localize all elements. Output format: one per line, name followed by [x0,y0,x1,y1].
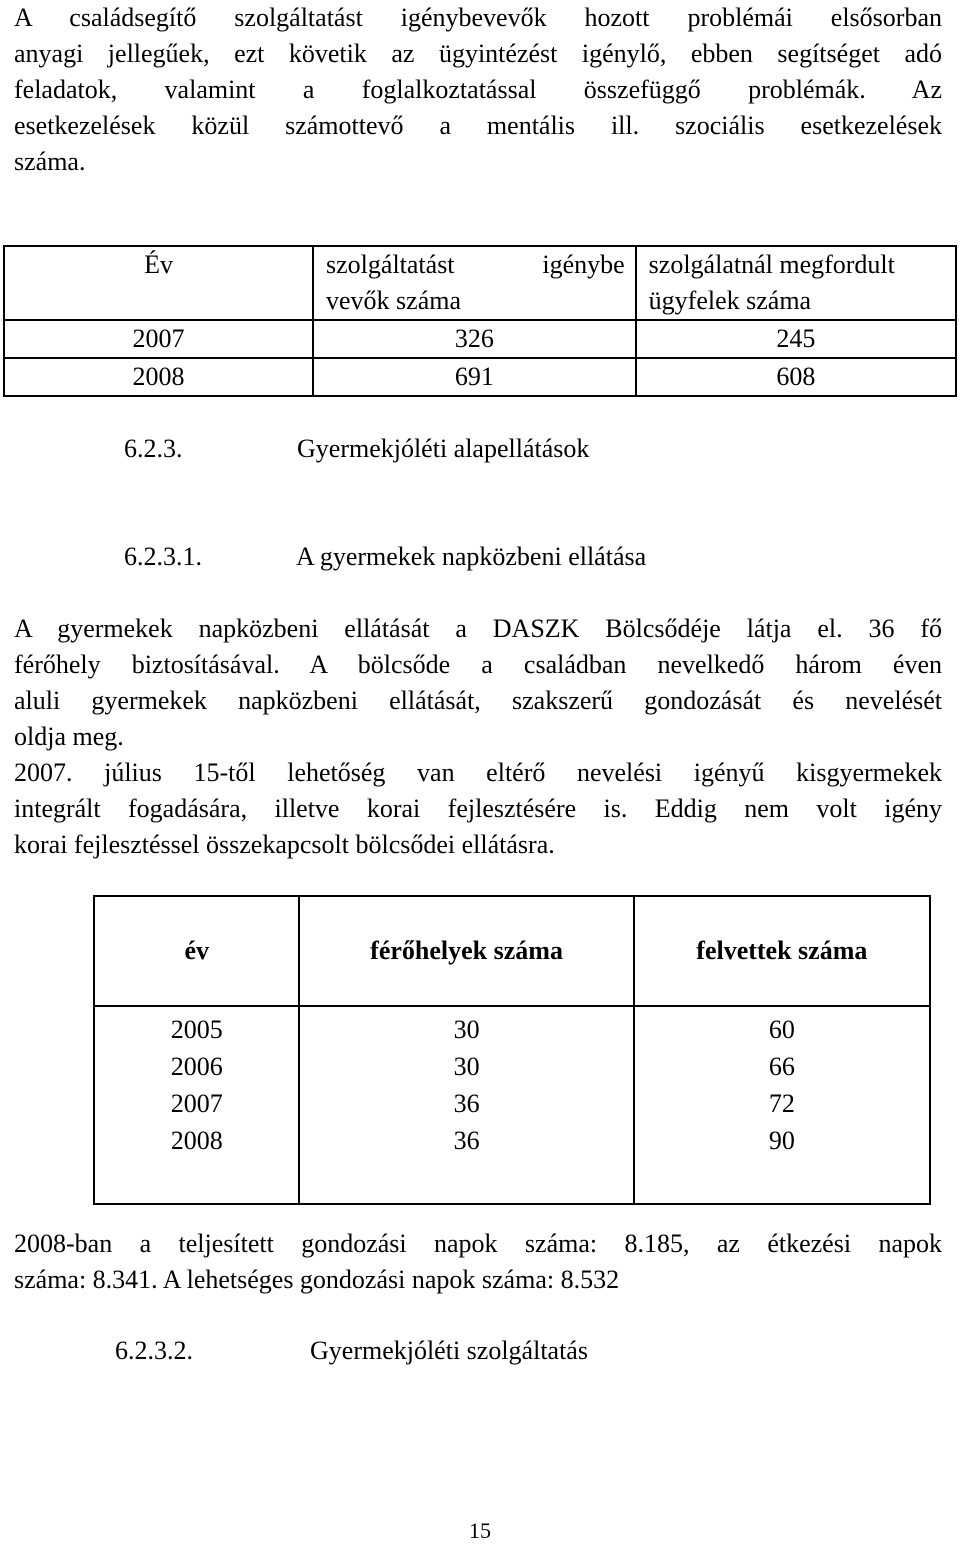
section-heading-6-2-3 [124,431,924,467]
cell-year: 2007 [4,320,313,358]
table-header-row [4,246,956,320]
header-service-users [313,246,636,320]
intro-paragraph [14,0,942,180]
text-line: A családsegítő szolgáltatást igénybevevők hozott problémái elsősorban [14,3,942,32]
cell-users: 326 [313,320,636,358]
cell-year: 2006 [94,1048,299,1085]
text-line: anyagi jellegűek, ezt követik az ügyintézést igénylő, ebben segítséget adó [14,39,942,68]
care-days-paragraph [14,1226,942,1298]
cell-year: 2007 [94,1085,299,1122]
cell-places: 30 [299,1006,633,1048]
header-admitted: felvettek száma [634,896,930,1006]
section-title: A gyermekek napközbeni ellátása [296,542,647,571]
section-title: Gyermekjóléti alapellátások [297,434,590,463]
empty-cell [634,1159,930,1204]
cell-places: 36 [299,1122,633,1159]
header-places: férőhelyek száma [299,896,633,1006]
cell-clients: 608 [636,358,956,396]
header-service-users-a: szolgáltatást [326,250,455,279]
cell-admitted: 60 [634,1006,930,1048]
text-line: oldja meg. [14,722,124,751]
text-line: száma. [14,147,86,176]
section-heading-6-2-3-1 [124,539,924,575]
header-clients-a: szolgálatnál megfordult [648,250,895,279]
client-count-table [3,245,957,397]
table-row [4,358,956,396]
text-line: 2007. július 15-től lehetőség van eltérő nevelési igényű kisgyermekek [14,758,942,787]
section-number: 6.2.3.1. [124,542,202,571]
text-line: feladatok, valamint a foglalkoztatással összefüggő problémák. Az [14,75,942,104]
table-row [94,1122,930,1159]
header-clients [636,246,956,320]
text-line: esetkezelések közül számottevő a mentális ill. szociális esetkezelések [14,111,942,140]
text-line: aluli gyermekek napközbeni ellátását, szakszerű gondozását és nevelését [14,686,942,715]
cell-admitted: 72 [634,1085,930,1122]
text-line: integrált fogadására, illetve korai fejlesztésére is. Eddig nem volt igény [14,794,942,823]
daycare-places-table [93,895,931,1205]
page-number: 15 [469,1518,491,1543]
table-header-row [94,896,930,1006]
empty-cell [299,1159,633,1204]
cell-admitted: 66 [634,1048,930,1085]
text-line: A gyermekek napközbeni ellátását a DASZK Bölcsődéje látja el. 36 fő [14,614,942,643]
cell-clients: 245 [636,320,956,358]
empty-row [94,1159,930,1204]
cell-year: 2008 [4,358,313,396]
daycare-paragraph [14,611,942,863]
cell-year: 2005 [94,1006,299,1048]
header-clients-b: ügyfelek száma [648,286,812,315]
text-line: férőhely biztosításával. A bölcsőde a családban nevelkedő három éven [14,650,942,679]
header-year [4,246,313,320]
section-heading-6-2-3-2 [115,1333,915,1369]
cell-year: 2008 [94,1122,299,1159]
cell-places: 30 [299,1048,633,1085]
empty-cell [94,1159,299,1204]
table-row [94,1006,930,1048]
section-number: 6.2.3. [124,434,183,463]
text-line: korai fejlesztéssel összekapcsolt bölcsődei ellátásra. [14,830,555,859]
section-title: Gyermekjóléti szolgáltatás [310,1336,588,1365]
cell-places: 36 [299,1085,633,1122]
header-service-users-c: vevők száma [326,286,462,315]
header-service-users-b: igénybe [542,250,625,279]
text-line: száma: 8.341. A lehetséges gondozási napok száma: 8.532 [14,1265,620,1294]
text-line: 2008-ban a teljesített gondozási napok száma: 8.185, az étkezési napok [14,1229,942,1258]
header-year-label: Év [144,250,173,279]
header-year: év [94,896,299,1006]
table-row [4,320,956,358]
table-row [94,1085,930,1122]
section-number: 6.2.3.2. [115,1336,193,1365]
cell-admitted: 90 [634,1122,930,1159]
table-row [94,1048,930,1085]
cell-users: 691 [313,358,636,396]
